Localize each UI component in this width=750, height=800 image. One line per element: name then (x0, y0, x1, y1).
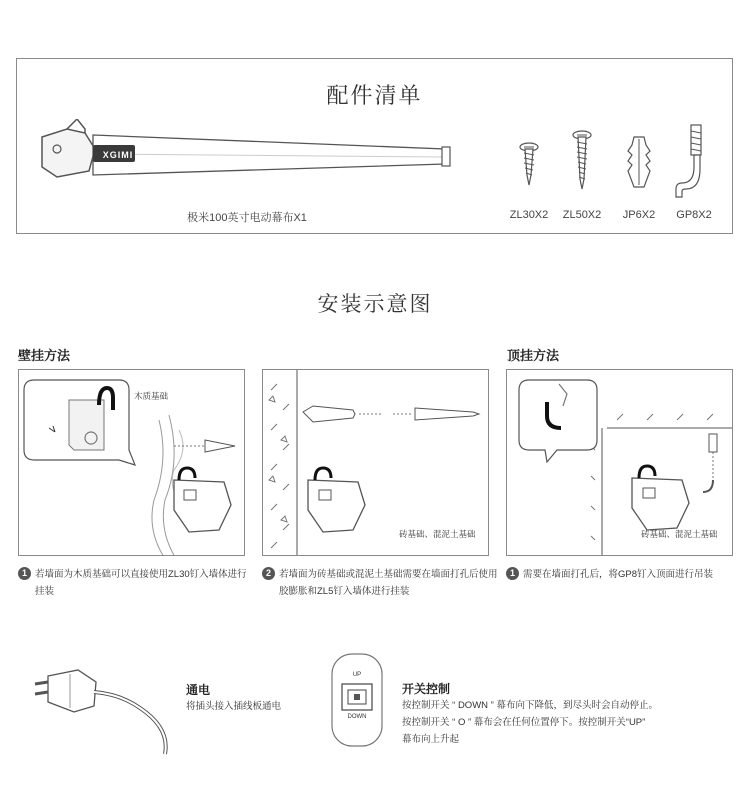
part-label-zl30: ZL30X2 (509, 209, 549, 221)
wood-base-label: 木质基础 (134, 391, 169, 401)
zl30-screw-icon (517, 141, 541, 187)
step-number-badge: 2 (262, 567, 275, 580)
ceiling-mount-title: 顶挂方法 (507, 348, 560, 363)
wall-brick-panel (262, 369, 489, 556)
switch-line-2: 按控制开关 “ O ” 幕布会在任何位置停下。按控制开关“UP” (402, 717, 646, 728)
wall-step-2-line1: 若墙面为砖基础或混泥土基础需要在墙面打孔后使用 (279, 569, 498, 580)
brick-base-label: 砖基础、混泥土基础 (399, 529, 476, 539)
install-diagram-title: 安装示意图 (317, 293, 433, 316)
jp6-anchor-icon (624, 135, 654, 191)
step-number-badge: 1 (506, 567, 519, 580)
gp8-hook-icon (672, 123, 714, 199)
switch-down-label: DOWN (347, 714, 367, 720)
part-label-gp8: GP8X2 (676, 209, 712, 221)
ceiling-step-1-line1: 需要在墙面打孔后，将GP8钉入顶面进行吊装 (523, 569, 714, 580)
wall-step-2 (262, 566, 502, 602)
wall-wood-panel (18, 369, 245, 556)
wood-wall-illustration (19, 370, 245, 556)
parts-list-title: 配件清单 (326, 83, 423, 108)
zl50-screw-icon (570, 129, 594, 191)
power-text: 将插头接入插线板通电 (186, 701, 282, 712)
switch-control-title: 开关控制 (402, 682, 451, 696)
parts-list-box (16, 58, 733, 234)
switch-line-3: 幕布向上升起 (402, 734, 460, 745)
ceiling-panel (506, 369, 733, 556)
power-title: 通电 (186, 683, 211, 697)
switch-line-1: 按控制开关 “ DOWN ” 幕布向下降低，到尽头时会自动停止。 (402, 700, 658, 711)
power-plug-icon (30, 662, 180, 757)
wall-mount-title: 壁挂方法 (18, 348, 71, 363)
switch-up-label: UP (352, 672, 362, 678)
wall-step-2-line2: 胶膨胀和ZL5钉入墙体进行挂装 (279, 586, 410, 597)
brand-logo: XGIMI (102, 150, 134, 160)
step-number-badge: 1 (18, 567, 31, 580)
screen-label: 极米100英寸电动幕布X1 (187, 212, 307, 224)
ceiling-step-1 (506, 566, 736, 586)
ceiling-base-label: 砖基础、混泥土基础 (641, 529, 718, 539)
wall-step-1-line2: 挂装 (35, 586, 55, 597)
wall-step-1 (18, 566, 253, 602)
wall-step-1-line1: 若墙面为木质基础可以直接使用ZL30钉入墙体进行 (35, 569, 247, 580)
part-label-zl50: ZL50X2 (562, 209, 602, 221)
control-switch-icon[interactable] (328, 650, 386, 750)
part-label-jp6: JP6X2 (622, 209, 656, 221)
